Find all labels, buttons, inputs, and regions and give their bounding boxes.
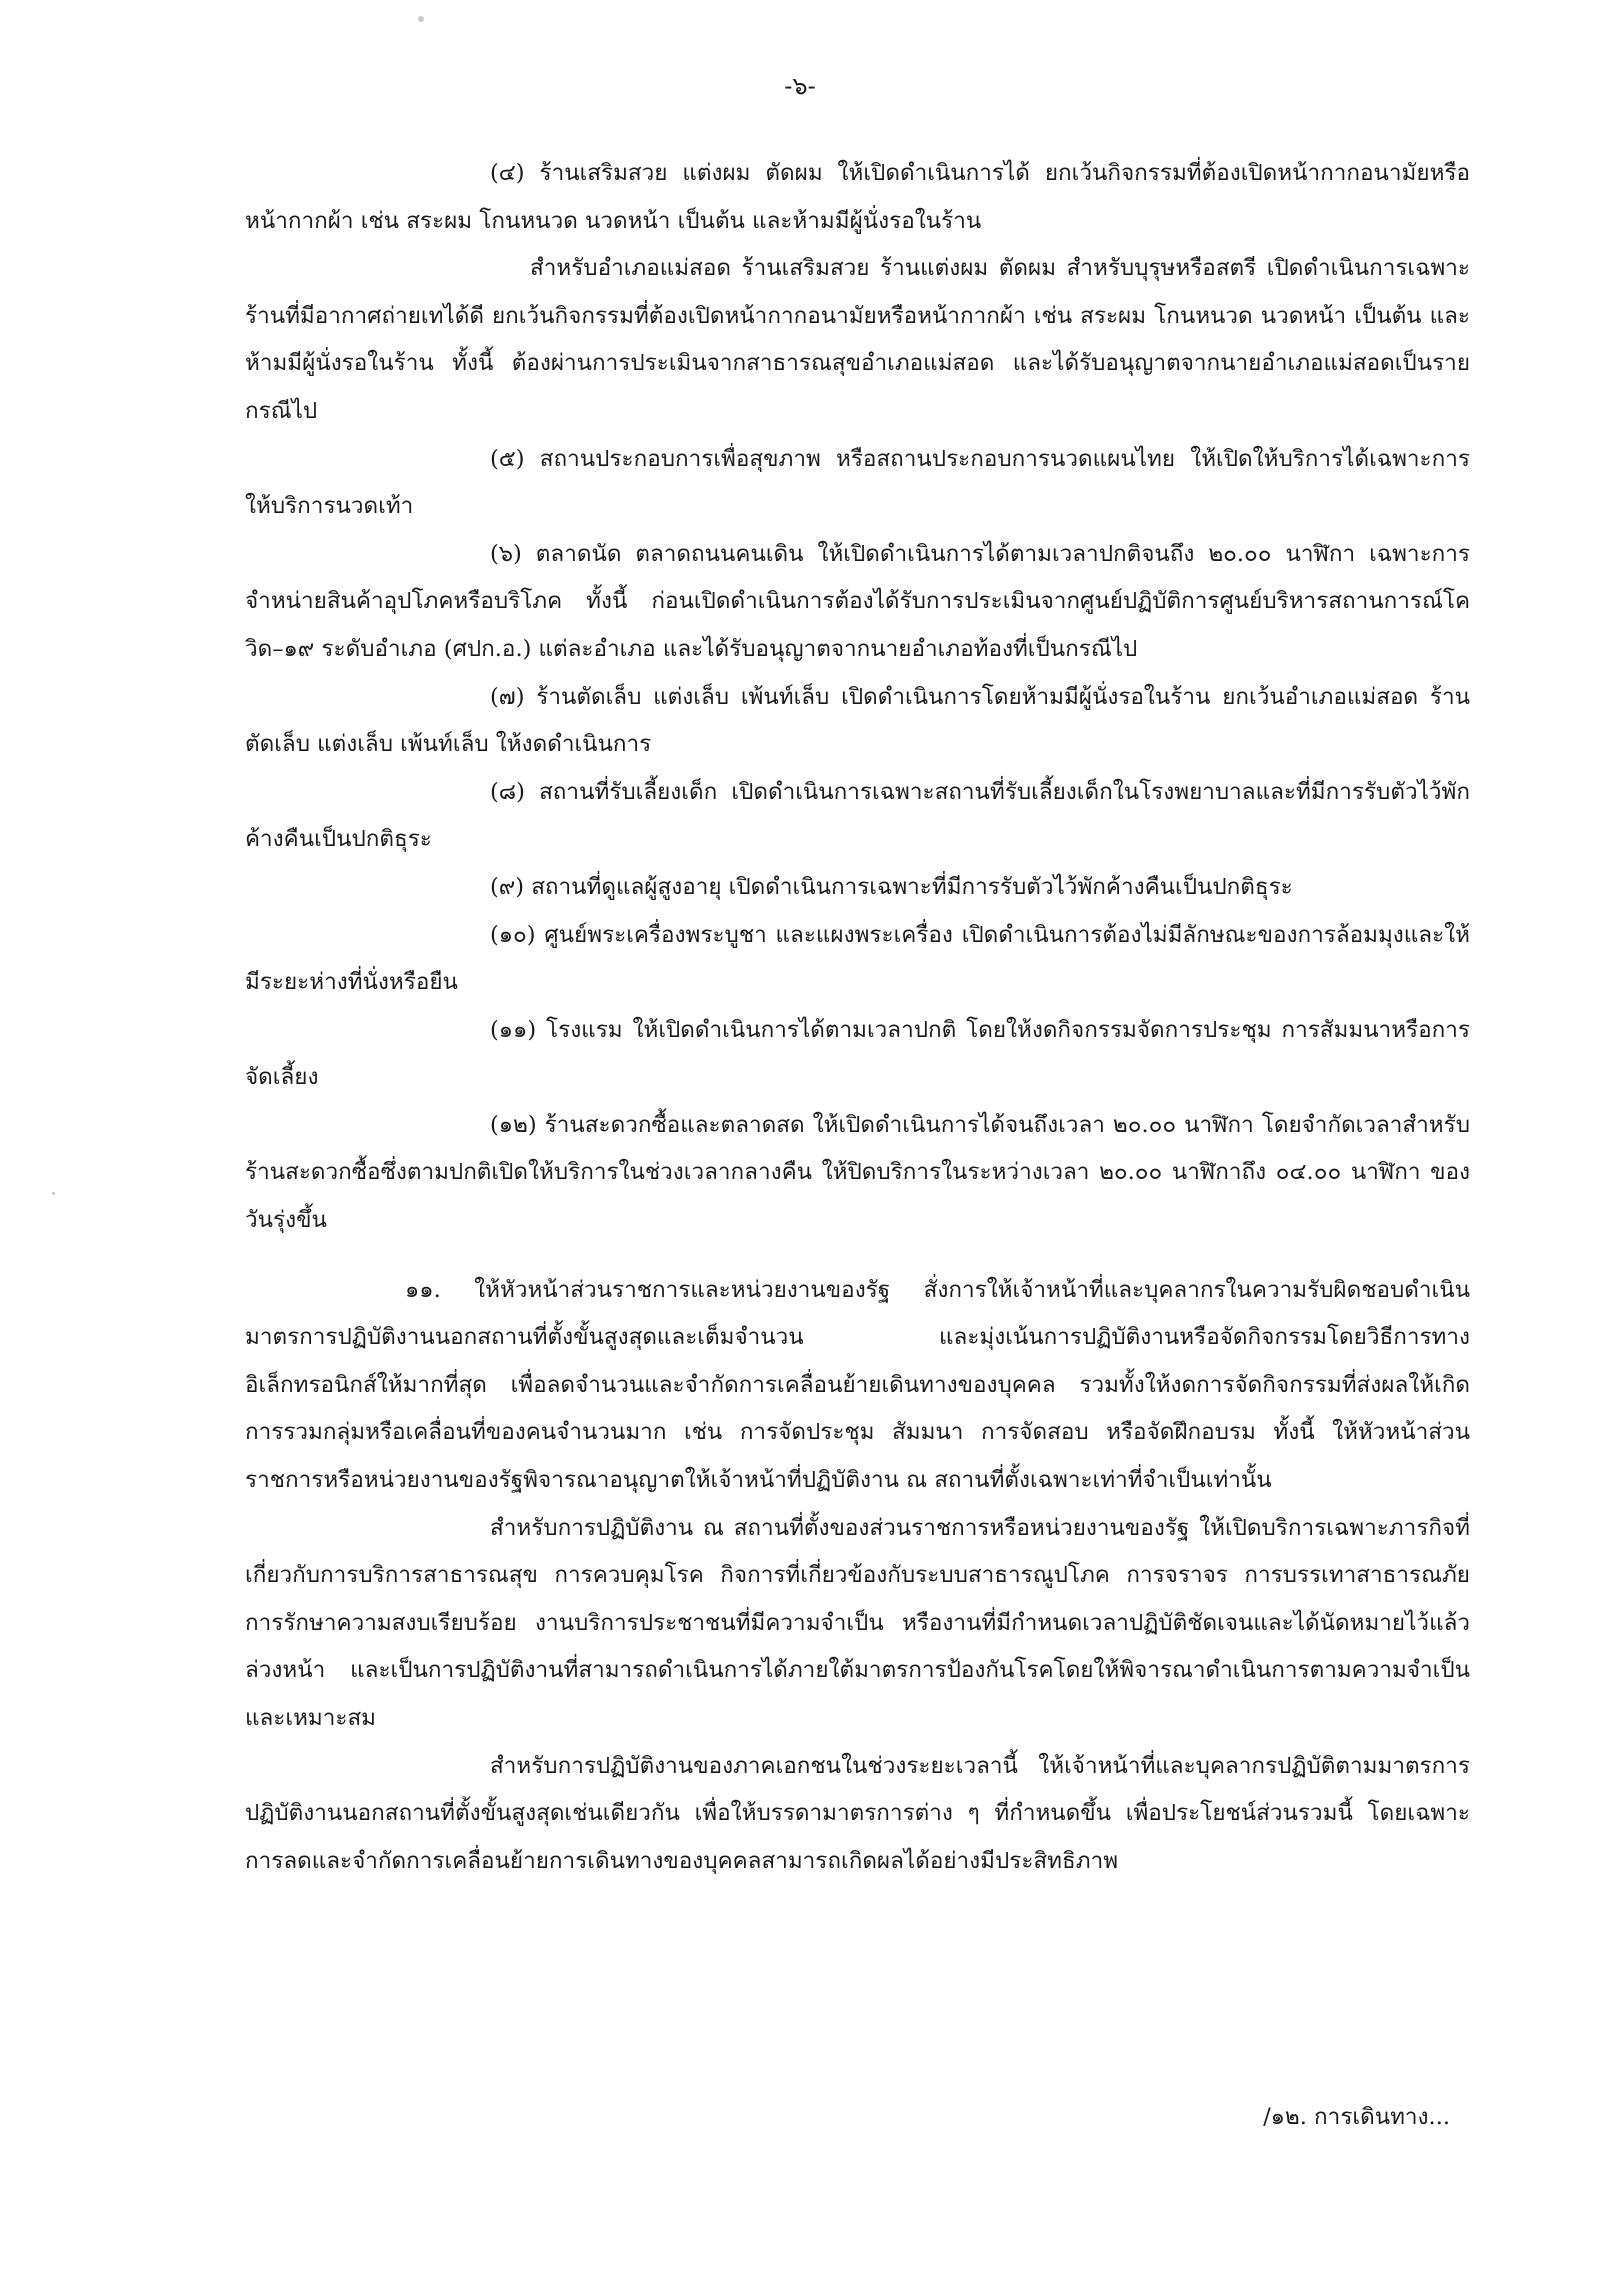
page-number: -๖- <box>784 72 816 100</box>
next-page-reference: /๑๒. การเดินทาง... <box>1263 2104 1450 2130</box>
paragraph: (๑๑) โรงแรม ให้เปิดดำเนินการได้ตามเวลาปกติ โดยให้งดกิจกรรมจัดการประชุม การสัมมนาหรือการจัดเลี้ยง <box>245 1016 1470 1091</box>
paragraph: ๑๑. ให้หัวหน้าส่วนราชการและหน่วยงานของรัฐ สั่งการให้เจ้าหน้าที่และบุคลากรในความรับผิดชอบดำเนินมาตรการปฏิบัติงานนอกสถานที่ตั้งขั้นสูงสุดและเต็มจำนวน และมุ่งเน้นการปฏิบัติงานหรือจัดกิจกรรมโดยวิธีการทางอิเล็กทรอนิกส์ให้มากที่สุด เพื่อลดจำนวนและจำกัดการเคลื่อนย้ายเดินทางของบุคคล รวมทั้งให้งดการจัดกิจกรรมที่ส่งผลให้เกิดการรวมกลุ่มหรือเคลื่อนที่ของคนจำนวนมาก เช่น การจัดประชุม สัมมนา การจัดสอบ หรือจัดฝึกอบรม ทั้งนี้ ให้หัวหน้าส่วนราชการหรือหน่วยงานของรัฐพิจารณาอนุญาตให้เจ้าหน้าที่ปฏิบัติงาน ณ สถานที่ตั้งเฉพาะเท่าที่จำเป็นเท่านั้น <box>245 1276 1470 1494</box>
paragraph: (๗) ร้านตัดเล็บ แต่งเล็บ เพ้นท์เล็บ เปิดดำเนินการโดยห้ามมีผู้นั่งรอในร้าน ยกเว้นอำเภอแม่สอด ร้านตัดเล็บ แต่งเล็บ เพ้นท์เล็บ ให้งดดำเนินการ <box>245 683 1470 758</box>
paragraph: สำหรับการปฏิบัติงาน ณ สถานที่ตั้งของส่วนราชการหรือหน่วยงานของรัฐ ให้เปิดบริการเฉพาะภารกิจที่เกี่ยวกับการบริการสาธารณสุข การควบคุมโรค กิจการที่เกี่ยวข้องกับระบบสาธารณูปโภค การจราจร การบรรเทาสาธารณภัย การรักษาความสงบเรียบร้อย งานบริการประชาชนที่มีความจำเป็น หรืองานที่มีกำหนดเวลาปฏิบัติชัดเจนและได้นัดหมายไว้แล้วล่วงหน้า และเป็นการปฏิบัติงานที่สามารถดำเนินการได้ภายใต้มาตรการป้องกันโรคโดยให้พิจารณาดำเนินการตามความจำเป็นและเหมาะสม <box>245 1514 1470 1731</box>
paragraph: สำหรับอำเภอแม่สอด ร้านเสริมสวย ร้านแต่งผม ตัดผม สำหรับบุรุษหรือสตรี เปิดดำเนินการเฉพาะร้านที่มีอากาศถ่ายเทได้ดี ยกเว้นกิจกรรมที่ต้องเปิดหน้ากากอนามัยหรือหน้ากากผ้า เช่น สระผม โกนหนวด นวดหน้า เป็นต้น และห้ามมีผู้นั่งรอในร้าน ทั้งนี้ ต้องผ่านการประเมินจากสาธารณสุขอำเภอแม่สอด และได้รับอนุญาตจากนายอำเภอแม่สอดเป็นรายกรณีไป <box>245 255 1470 424</box>
paragraph: สำหรับการปฏิบัติงานของภาคเอกชนในช่วงระยะเวลานี้ ให้เจ้าหน้าที่และบุคลากรปฏิบัติตามมาตรการปฏิบัติงานนอกสถานที่ตั้งขั้นสูงสุดเช่นเดียวกัน เพื่อให้บรรดามาตรการต่าง ๆ ที่กำหนดขึ้น เพื่อประโยชน์ส่วนรวมนี้ โดยเฉพาะการลดและจำกัดการเคลื่อนย้ายการเดินทางของบุคคลสามารถเกิดผลได้อย่างมีประสิทธิภาพ <box>245 1752 1470 1874</box>
paragraph: (๙) สถานที่ดูแลผู้สูงอายุ เปิดดำเนินการเฉพาะที่มีการรับตัวไว้พักค้างคืนเป็นปกติธุระ <box>490 873 1293 900</box>
scan-speck <box>418 16 424 22</box>
paragraph: (๖) ตลาดนัด ตลาดถนนคนเดิน ให้เปิดดำเนินการได้ตามเวลาปกติจนถึง ๒๐.๐๐ นาฬิกา เฉพาะการจำหน่ายสินค้าอุปโภคหรือบริโภค ทั้งนี้ ก่อนเปิดดำเนินการต้องได้รับการประเมินจากศูนย์ปฏิบัติการศูนย์บริหารสถานการณ์โควิด–๑๙ ระดับอำเภอ (ศปก.อ.) แต่ละอำเภอ และได้รับอนุญาตจากนายอำเภอท้องที่เป็นกรณีไป <box>245 540 1470 662</box>
document-body <box>245 150 1470 1885</box>
paragraph: (๘) สถานที่รับเลี้ยงเด็ก เปิดดำเนินการเฉพาะสถานที่รับเลี้ยงเด็กในโรงพยาบาลและที่มีการรับตัวไว้พักค้างคืนเป็นปกติธุระ <box>245 778 1470 853</box>
scan-speck <box>52 1192 55 1195</box>
paragraph: (๑๒) ร้านสะดวกซื้อและตลาดสด ให้เปิดดำเนินการได้จนถึงเวลา ๒๐.๐๐ นาฬิกา โดยจำกัดเวลาสำหรับร้านสะดวกซื้อซึ่งตามปกติเปิดให้บริการในช่วงเวลากลางคืน ให้ปิดบริการในระหว่างเวลา ๒๐.๐๐ นาฬิกาถึง ๐๔.๐๐ นาฬิกา ของวันรุ่งขึ้น <box>245 1111 1470 1234</box>
paragraph: (๕) สถานประกอบการเพื่อสุขภาพ หรือสถานประกอบการนวดแผนไทย ให้เปิดให้บริการได้เฉพาะการให้บริการนวดเท้า <box>245 445 1470 520</box>
paragraph: (๑๐) ศูนย์พระเครื่องพระบูชา และแผงพระเครื่อง เปิดดำเนินการต้องไม่มีลักษณะของการล้อมมุงและให้มีระยะห่างที่นั่งหรือยืน <box>245 921 1470 996</box>
paragraph: (๔) ร้านเสริมสวย แต่งผม ตัดผม ให้เปิดดำเนินการได้ ยกเว้นกิจกรรมที่ต้องเปิดหน้ากากอนามัยหรือหน้ากากผ้า เช่น สระผม โกนหนวด นวดหน้า เป็นต้น และห้ามมีผู้นั่งรอในร้าน <box>245 160 1470 234</box>
